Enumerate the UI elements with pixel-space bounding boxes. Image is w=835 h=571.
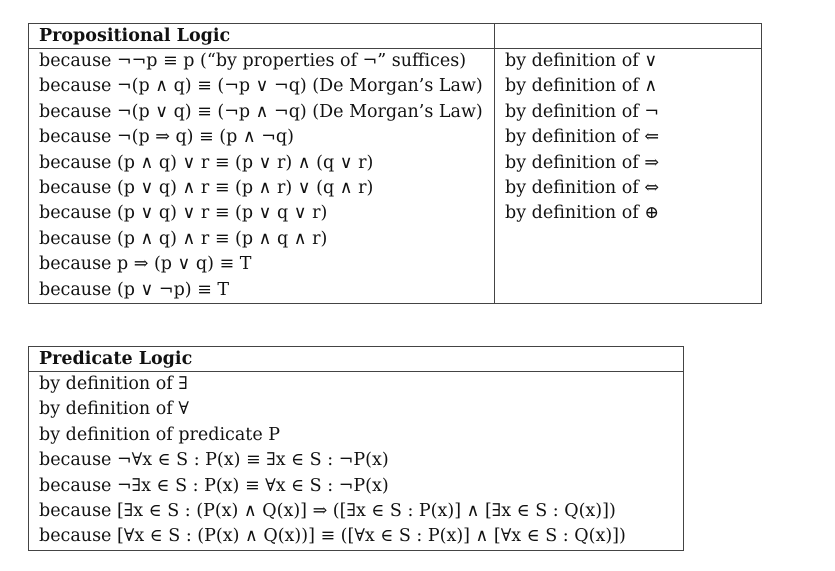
definition-cell: by definition of ⊕ <box>495 201 762 226</box>
table-title: Propositional Logic <box>29 24 495 49</box>
rule-cell: because ¬∀x ∈ S : P(x) ≡ ∃x ∈ S : ¬P(x) <box>29 448 684 473</box>
table-row <box>29 474 684 499</box>
predicate-logic-table <box>28 346 684 551</box>
table-row <box>29 100 762 125</box>
identity-cell: because (p ∧ q) ∧ r ≡ (p ∧ q ∧ r) <box>29 227 495 252</box>
table-header-row <box>29 24 762 49</box>
table-row <box>29 252 762 277</box>
identity-cell: because ¬(p ∨ q) ≡ (¬p ∧ ¬q) (De Morgan’s Law) <box>29 100 495 125</box>
identity-cell: because (p ∨ q) ∧ r ≡ (p ∧ r) ∨ (q ∧ r) <box>29 176 495 201</box>
identity-cell: because (p ∨ q) ∨ r ≡ (p ∨ q ∨ r) <box>29 201 495 226</box>
identity-cell: because (p ∧ q) ∨ r ≡ (p ∨ r) ∧ (q ∨ r) <box>29 151 495 176</box>
identity-cell: because (p ∨ ¬p) ≡ T <box>29 278 495 304</box>
table-row <box>29 423 684 448</box>
table-title: Predicate Logic <box>29 347 684 372</box>
definition-cell <box>495 278 762 304</box>
table-row <box>29 151 762 176</box>
identity-cell: because ¬¬p ≡ p (“by properties of ¬” suffices) <box>29 49 495 75</box>
table-row <box>29 176 762 201</box>
definition-cell: by definition of ⇐ <box>495 125 762 150</box>
rule-cell: because ¬∃x ∈ S : P(x) ≡ ∀x ∈ S : ¬P(x) <box>29 474 684 499</box>
table-header-empty-cell <box>495 24 762 49</box>
rule-cell: by definition of predicate P <box>29 423 684 448</box>
table-row <box>29 448 684 473</box>
definition-cell <box>495 252 762 277</box>
identity-cell: because ¬(p ∧ q) ≡ (¬p ∨ ¬q) (De Morgan’s Law) <box>29 74 495 99</box>
table-row <box>29 201 762 226</box>
definition-cell: by definition of ¬ <box>495 100 762 125</box>
table-row <box>29 278 762 304</box>
identity-cell: because p ⇒ (p ∨ q) ≡ T <box>29 252 495 277</box>
definition-cell: by definition of ⇔ <box>495 176 762 201</box>
table-header-row <box>29 347 684 372</box>
table-row <box>29 49 762 75</box>
rule-cell: because [∀x ∈ S : (P(x) ∧ Q(x))] ≡ ([∀x ∈ S : P(x)] ∧ [∀x ∈ S : Q(x)]) <box>29 524 684 550</box>
definition-cell: by definition of ⇒ <box>495 151 762 176</box>
table-row <box>29 74 762 99</box>
rule-cell: by definition of ∃ <box>29 372 684 398</box>
definition-cell: by definition of ∨ <box>495 49 762 75</box>
identity-cell: because ¬(p ⇒ q) ≡ (p ∧ ¬q) <box>29 125 495 150</box>
table-row <box>29 125 762 150</box>
rule-cell: because [∃x ∈ S : (P(x) ∧ Q(x)] ⇒ ([∃x ∈ S : P(x)] ∧ [∃x ∈ S : Q(x)]) <box>29 499 684 524</box>
definition-cell <box>495 227 762 252</box>
table-row <box>29 524 684 550</box>
table-row <box>29 227 762 252</box>
table-row <box>29 397 684 422</box>
rule-cell: by definition of ∀ <box>29 397 684 422</box>
definition-cell: by definition of ∧ <box>495 74 762 99</box>
table-row <box>29 372 684 398</box>
propositional-logic-table <box>28 23 762 304</box>
table-row <box>29 499 684 524</box>
